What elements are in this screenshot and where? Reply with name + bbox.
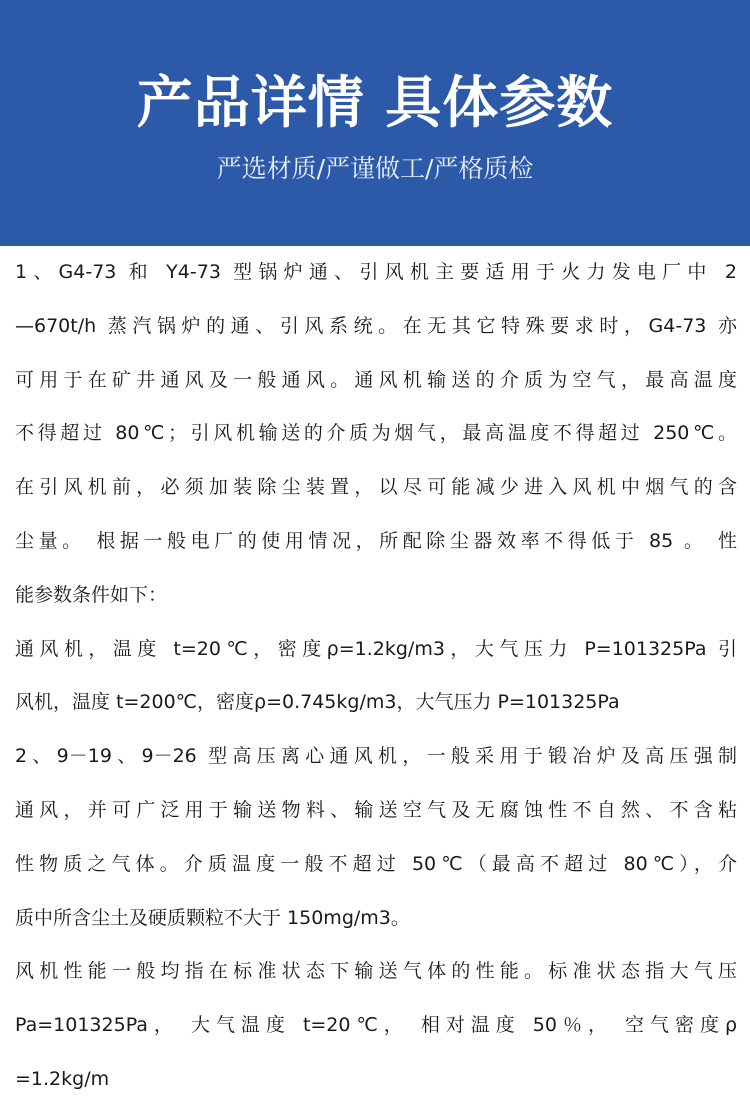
banner-subtitle: 严选材质/严谨做工/严格质检: [216, 154, 534, 183]
description-line: 1、G4-73 和 Y4-73 型锅炉通、引风机主要适用于火力发电厂中 2: [15, 261, 737, 283]
description-line: 风机性能一般均指在标准状态下输送气体的性能。标准状态指大气压: [15, 960, 737, 983]
description-line: 可用于在矿井通风及一般通风。通风机输送的介质为空气，最高温度: [15, 368, 737, 391]
description-line: 不得超过 80℃；引风机输送的介质为烟气，最高温度不得超过 250℃。: [15, 422, 737, 445]
description-line: 性物质之气体。介质温度一般不超过 50℃（最高不超过 80℃），介: [15, 852, 737, 875]
description-line: 尘量。 根据一般电厂的使用情况，所配除尘器效率不得低于 85 。 性: [15, 529, 737, 552]
description-line: 通风，并可广泛用于输送物料、输送空气及无腐蚀性不自然、不含粘: [15, 798, 737, 821]
product-description: [0, 246, 750, 1107]
description-line: 2、9－19、9－26 型高压离心通风机，一般采用于锻冶炉及高压强制: [15, 745, 737, 768]
description-line: 能参数条件如下：: [15, 583, 168, 606]
description-line: 在引风机前，必须加装除尘装置，以尽可能减少进入风机中烟气的含: [15, 476, 737, 499]
description-line: 通风机，温度 t=20℃，密度ρ=1.2kg/m3，大气压力 P=101325Pa 引: [15, 637, 737, 660]
description-line: —670t/h 蒸汽锅炉的通、引风系统。在无其它特殊要求时，G4-73 亦: [15, 314, 737, 337]
banner-title: 产品详情 具体参数: [136, 71, 614, 136]
description-line: 质中所含尘土及硬质颗粒不大于 150mg/m3。: [15, 906, 410, 929]
header-banner: [0, 0, 750, 246]
description-line: Pa=101325Pa， 大气温度 t=20℃， 相对温度 50％， 空气密度ρ: [15, 1014, 737, 1037]
description-line: 风机，温度 t=200℃，密度ρ=0.745kg/m3，大气压力 P=101325Pa: [15, 691, 620, 714]
description-line: =1.2kg/m: [15, 1067, 110, 1090]
